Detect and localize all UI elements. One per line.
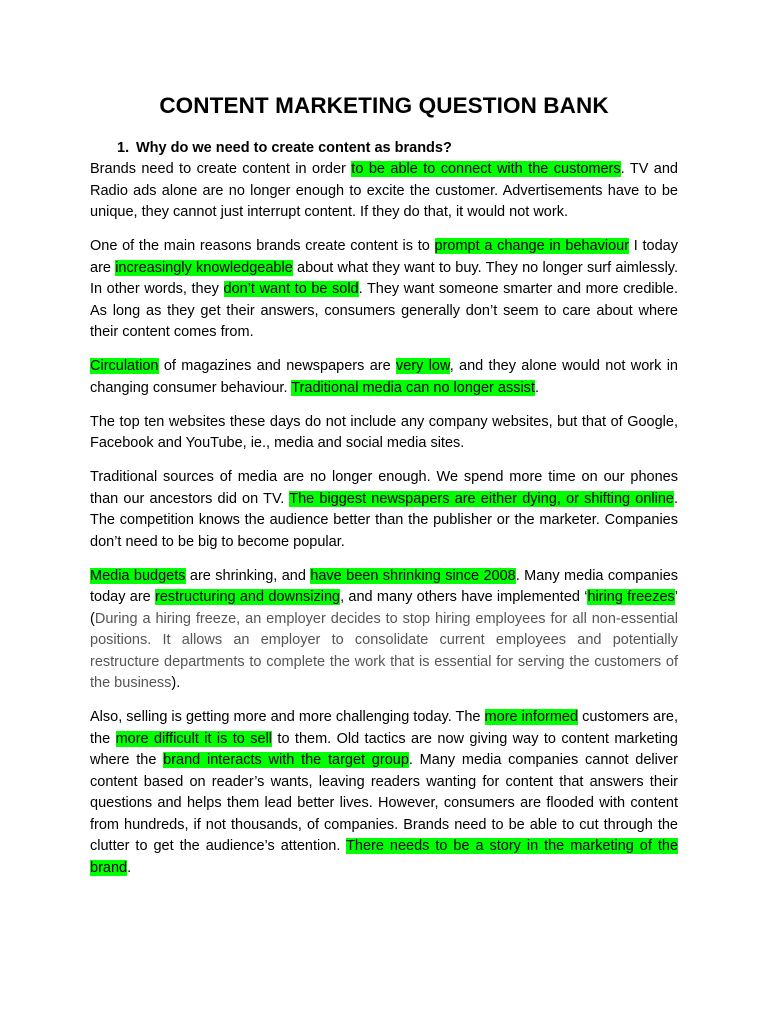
text-segment: I today are	[90, 238, 678, 276]
answer-paragraph	[90, 467, 678, 553]
highlighted-text: more difficult it is to sell	[115, 730, 273, 747]
text-segment: . The competition knows the audience better than the publisher or the marketer. Companies don’t need to be big to become popular.	[90, 490, 678, 550]
definition-text: During a hiring freeze, an employer decides to stop hiring employees for all non-essential positions. It allows an employer to consolidate current employees and potentially restructure departments to complete the work that is essential for serving the customers of the business	[90, 610, 678, 691]
question-number: 1.	[117, 140, 130, 156]
document-title: CONTENT MARKETING QUESTION BANK	[159, 93, 609, 118]
text-segment: Also, selling is getting more and more challenging today. The	[90, 709, 485, 725]
highlighted-text: very low	[396, 358, 450, 374]
highlighted-text: have been shrinking since 2008	[310, 567, 516, 584]
answer-paragraph	[90, 566, 678, 695]
text-segment: , and many others have implemented ‘	[340, 589, 588, 605]
highlighted-text: Circulation	[90, 358, 159, 374]
answer-paragraph	[90, 236, 678, 344]
highlighted-text: more informed	[484, 709, 579, 725]
highlighted-text: The biggest newspapers are either dying, or shifting online	[289, 490, 674, 507]
highlighted-text: There needs to be a story in the marketing of the brand	[90, 838, 679, 876]
text-segment: ).	[171, 675, 181, 691]
answer-paragraph	[90, 356, 678, 399]
text-segment: to them. Old tactics are now giving way to content marketing where the	[90, 730, 678, 768]
answer-paragraph	[90, 707, 678, 879]
highlighted-text: hiring freezes	[587, 589, 675, 605]
text-segment: Brands need to create content in order	[90, 161, 352, 177]
text-segment: customers are, the	[90, 709, 678, 747]
answer-body	[90, 159, 678, 892]
text-segment: about what they want to buy. They no longer surf aimlessly. In other words, they	[90, 259, 678, 297]
text-segment: of magazines and newspapers are	[158, 358, 396, 374]
highlighted-text: Traditional media can no longer assist	[291, 379, 535, 396]
text-segment: The top ten websites these days do not include any company websites, but that of Google, Facebook and YouTube, ie., media and social media sites.	[90, 413, 678, 451]
text-segment: . Many media companies cannot deliver content based on reader’s wants, leaving readers wanting for content that answers their questions and helps them lead better lives. However, consumers are flooded with content from hundreds, if not thousands, of companies. Brands need to be able to cut through the clutter to get the audience’s attention.	[90, 752, 678, 854]
highlighted-text: increasingly knowledgeable	[115, 259, 293, 276]
highlighted-text: to be able to connect with the customers	[351, 161, 621, 177]
text-segment: .	[127, 859, 132, 876]
answer-paragraph	[90, 159, 678, 224]
text-segment: , and they alone would not work in changing consumer behaviour.	[90, 358, 678, 396]
highlighted-text: prompt a change in behaviour	[434, 238, 630, 254]
text-segment: ’ (	[90, 589, 679, 627]
text-segment: are shrinking, and	[185, 567, 311, 584]
highlighted-text: restructuring and downsizing	[155, 589, 341, 605]
question-heading	[117, 140, 452, 156]
text-segment: Traditional sources of media are no longer enough. We spend more time on our phones than our ancestors did on TV.	[90, 469, 678, 507]
text-segment: .	[534, 379, 539, 396]
highlighted-text: brand interacts with the target group	[163, 752, 409, 768]
text-segment: . They want someone smarter and more credible. As long as they get their answers, consumers generally don’t seem to care about where their content comes from.	[90, 281, 678, 340]
question-text: Why do we need to create content as brands?	[136, 140, 452, 156]
text-segment: One of the main reasons brands create content is to	[90, 238, 435, 254]
text-segment: . TV and Radio ads alone are no longer enough to excite the customer. Advertisements have to be unique, they cannot just interrupt content. If they do that, it would not work.	[90, 161, 678, 220]
highlighted-text: don’t want to be sold	[223, 281, 359, 297]
highlighted-text: Media budgets	[90, 567, 186, 584]
answer-paragraph	[90, 412, 678, 455]
text-segment: . Many media companies today are	[90, 567, 679, 605]
